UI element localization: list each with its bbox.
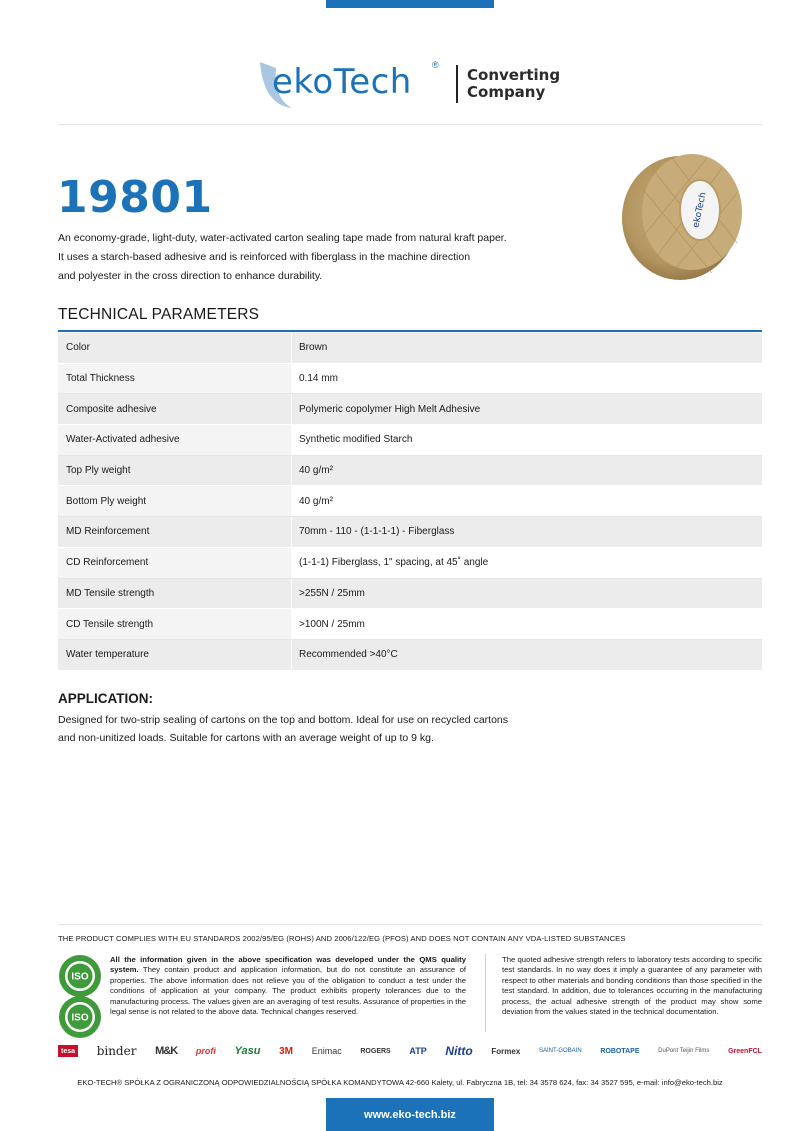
description-line: It uses a starch-based adhesive and is reinforced with fiberglass in the machine direction — [58, 251, 471, 263]
partner-logo-binder: binder — [96, 1044, 137, 1058]
disclaimer-divider — [485, 954, 486, 1032]
registered-mark: ® — [432, 60, 439, 70]
website-link[interactable]: www.eko-tech.biz — [326, 1098, 494, 1131]
partner-logo-tesa: tesa — [58, 1045, 78, 1057]
logo-wordmark: ekoTech — [272, 62, 412, 102]
iso-badge-icon — [58, 954, 102, 998]
logo-tagline — [467, 67, 560, 101]
iso-badge-label: ISO — [71, 971, 89, 983]
header-divider — [58, 124, 762, 125]
param-name: MD Reinforcement — [58, 517, 292, 547]
param-value: 40 g/m² — [299, 465, 333, 477]
product-description — [58, 229, 538, 286]
application-title: APPLICATION: — [58, 691, 153, 706]
table-row — [58, 394, 762, 425]
param-value: (1-1-1) Fiberglass, 1" spacing, at 45˚ angle — [299, 557, 489, 569]
table-row — [58, 486, 762, 517]
disclaimer-left-text: They contain product and application information, but do not constitute an assurance of properties. The above information does not relieve you of the obligation to conduct a test under the conditions of application at your company. The product exhibits property tolerances due to the manufacturing process. The values given are an averaging of test results. Assurance of properties in the legal sense is not related to the above data. Technical changes reserved. — [110, 965, 466, 1017]
disclaimer-bold: All the information given in the above specification was developed under the QMS quality system. — [110, 955, 466, 975]
company-logo — [258, 56, 578, 112]
param-name: Composite adhesive — [58, 394, 292, 424]
company-address: EKO-TECH® SPÓŁKA Z OGRANICZONĄ ODPOWIEDZIALNOŚCIĄ SPÓŁKA KOMANDYTOWA 42-660 Kalety, ul. Fabryczna 1B, tel: 34 3578 624, fax: 34 3527 595, e-mail: info@eko-tech.biz — [77, 1078, 723, 1087]
compliance-statement: THE PRODUCT COMPLIES WITH EU STANDARDS 2002/95/EG (ROHS) AND 2006/122/EG (PFOS) AND DOES NOT CONTAIN ANY VDA-LISTED SUBSTANCES — [58, 934, 626, 943]
ekotech-logo — [258, 56, 444, 112]
partner-logo-3m: 3M — [279, 1045, 294, 1057]
partner-logo-dupont: DuPont Teijin Films — [658, 1048, 710, 1054]
partner-logo-mk: M&K — [155, 1045, 178, 1057]
partner-logo-yasu: Yasu — [234, 1045, 261, 1057]
logo-divider — [456, 65, 458, 103]
iso-badge-label: ISO — [71, 1012, 89, 1024]
table-row — [58, 425, 762, 456]
param-value: Polymeric copolymer High Melt Adhesive — [299, 403, 481, 415]
partner-logos — [58, 1040, 762, 1062]
param-name: Color — [58, 333, 292, 363]
top-accent-bar — [326, 0, 494, 8]
param-value: 70mm - 110 - (1-1-1-1) - Fiberglass — [299, 526, 455, 538]
param-value: >255N / 25mm — [299, 587, 365, 599]
table-row — [58, 609, 762, 640]
application-text — [58, 711, 508, 747]
product-code: 19801 — [57, 172, 213, 223]
footer-divider — [58, 924, 762, 925]
table-row — [58, 333, 762, 364]
partner-logo-greenfcl: GreenFCL — [728, 1047, 762, 1055]
table-row — [58, 548, 762, 579]
disclaimer-right: The quoted adhesive strength refers to laboratory tests according to specific test standards. In no way does it imply a guarantee of any parameter with respect to other materials and bonding conditions than those specified in the test standard. In addition, due to tolerances occurring in the manufacturing process, the actual adhesive strength of the product may show some deviation from the values stated in the technical documentation. — [502, 955, 762, 1017]
table-row — [58, 640, 762, 671]
partner-logo-atp: ATP — [409, 1046, 427, 1056]
param-value: 0.14 mm — [299, 373, 338, 385]
tape-core-label: ekoTech — [691, 191, 709, 229]
param-value: Brown — [299, 342, 328, 354]
technical-parameters-table — [58, 333, 762, 671]
table-row — [58, 364, 762, 395]
tagline-line-2: Company — [467, 83, 546, 101]
application-line: Designed for two-strip sealing of cartons on the top and bottom. Ideal for use on recycled cartons — [58, 714, 508, 726]
disclaimer-left — [110, 955, 466, 1017]
param-value: 40 g/m² — [299, 495, 333, 507]
param-name: Water-Activated adhesive — [58, 425, 292, 455]
partner-logo-profi: profi — [195, 1046, 216, 1056]
param-name: CD Tensile strength — [58, 609, 292, 639]
table-row — [58, 456, 762, 487]
partner-logo-saint-gobain: SAINT-GOBAIN — [538, 1048, 582, 1054]
application-line: and non-unitized loads. Suitable for cartons with an average weight of up to 9 kg. — [58, 732, 434, 744]
param-value: >100N / 25mm — [299, 618, 365, 630]
technical-parameters-title: TECHNICAL PARAMETERS — [58, 306, 260, 323]
table-row — [58, 579, 762, 610]
param-value: Synthetic modified Starch — [299, 434, 413, 446]
param-name: MD Tensile strength — [58, 579, 292, 609]
partner-logo-enimac: Enimac — [311, 1046, 342, 1056]
param-name: Bottom Ply weight — [58, 486, 292, 516]
param-name: CD Reinforcement — [58, 548, 292, 578]
description-line: and polyester in the cross direction to enhance durability. — [58, 270, 323, 282]
description-line: An economy-grade, light-duty, water-activated carton sealing tape made from natural kraft paper. — [58, 232, 507, 244]
table-row — [58, 517, 762, 548]
partner-logo-nitto: Nitto — [445, 1044, 473, 1058]
param-name: Total Thickness — [58, 364, 292, 394]
param-value: Recommended >40°C — [299, 649, 398, 661]
tagline-line-1: Converting — [467, 66, 561, 84]
iso-badge-icon — [58, 995, 102, 1039]
param-name: Top Ply weight — [58, 456, 292, 486]
partner-logo-formex: Formex — [491, 1046, 521, 1056]
partner-logo-rogers: ROGERS — [360, 1047, 391, 1055]
tape-roll-image — [612, 148, 748, 284]
partner-logo-robotape: ROBOTAPE — [600, 1047, 640, 1055]
param-name: Water temperature — [58, 640, 292, 670]
section-rule — [58, 330, 762, 332]
